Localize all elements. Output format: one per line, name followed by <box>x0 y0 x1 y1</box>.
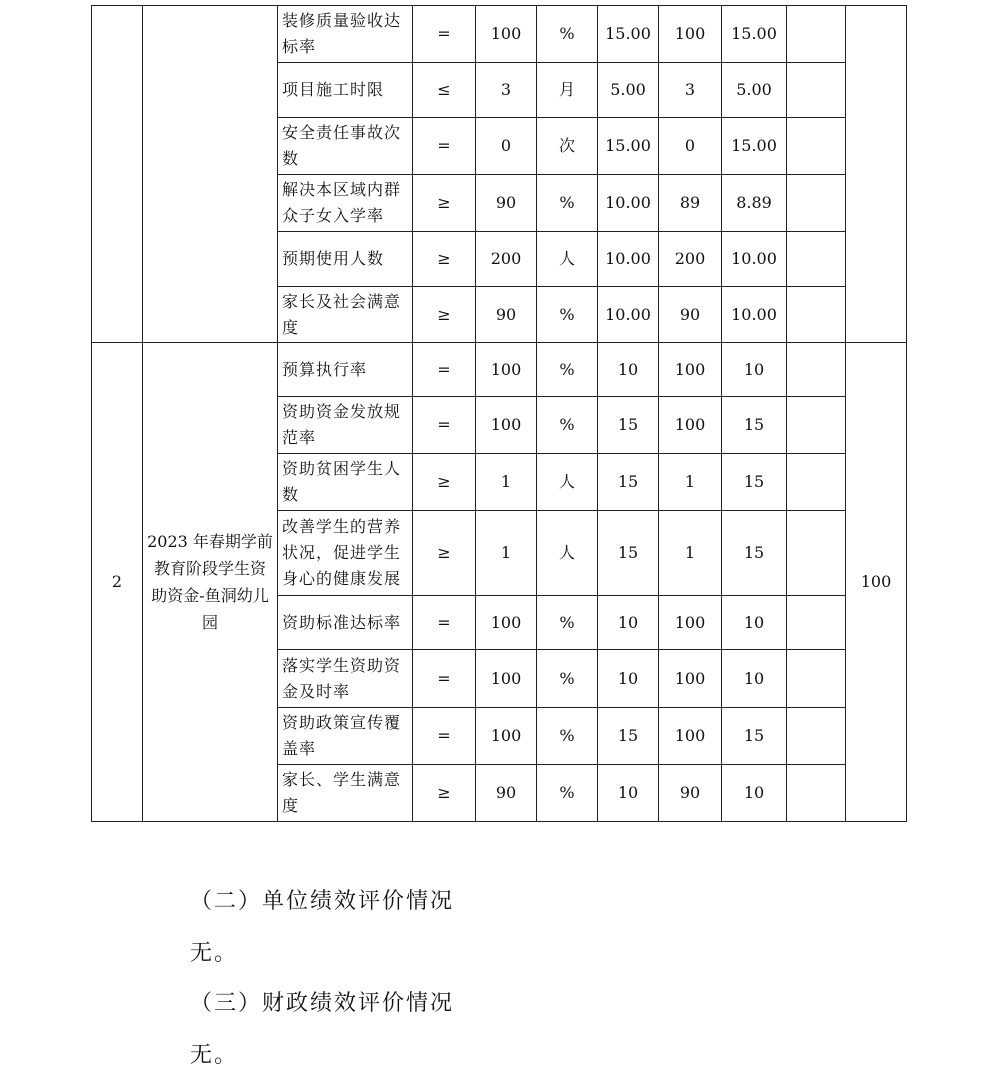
weight: 15 <box>598 708 659 765</box>
actual-value: 200 <box>659 232 722 287</box>
blank-cell <box>787 175 846 232</box>
score: 5.00 <box>722 63 787 118</box>
indicator-name: 家长、学生满意度 <box>278 765 413 822</box>
actual-value: 3 <box>659 63 722 118</box>
weight: 10 <box>598 650 659 708</box>
project-name <box>143 6 278 343</box>
unit: % <box>537 343 598 397</box>
score: 8.89 <box>722 175 787 232</box>
weight: 15.00 <box>598 6 659 63</box>
operator: = <box>413 6 476 63</box>
target-value: 90 <box>476 175 537 232</box>
actual-value: 90 <box>659 765 722 822</box>
section-body: 无。 <box>190 1043 239 1068</box>
project-name: 2023 年春期学前教育阶段学生资助资金-鱼洞幼儿园 <box>143 343 278 822</box>
target-value: 100 <box>476 596 537 650</box>
unit: % <box>537 287 598 343</box>
section-heading: （二）单位绩效评价情况 <box>190 889 455 914</box>
operator: ≥ <box>413 287 476 343</box>
score: 10.00 <box>722 287 787 343</box>
actual-value: 100 <box>659 650 722 708</box>
blank-cell <box>787 63 846 118</box>
weight: 10.00 <box>598 232 659 287</box>
operator: = <box>413 397 476 454</box>
unit: % <box>537 6 598 63</box>
weight: 15.00 <box>598 118 659 175</box>
unit: 人 <box>537 511 598 596</box>
blank-cell <box>787 287 846 343</box>
section-body: 无。 <box>190 941 239 966</box>
unit: 次 <box>537 118 598 175</box>
target-value: 100 <box>476 397 537 454</box>
weight: 10 <box>598 765 659 822</box>
score: 10 <box>722 343 787 397</box>
target-value: 100 <box>476 6 537 63</box>
unit: % <box>537 708 598 765</box>
target-value: 1 <box>476 511 537 596</box>
actual-value: 100 <box>659 343 722 397</box>
actual-value: 100 <box>659 708 722 765</box>
weight: 10 <box>598 343 659 397</box>
indicator-name: 解决本区域内群众子女入学率 <box>278 175 413 232</box>
indicator-name: 预算执行率 <box>278 343 413 397</box>
target-value: 100 <box>476 650 537 708</box>
blank-cell <box>787 596 846 650</box>
actual-value: 0 <box>659 118 722 175</box>
unit: % <box>537 175 598 232</box>
blank-cell <box>787 232 846 287</box>
score: 15 <box>722 454 787 511</box>
operator: ≥ <box>413 232 476 287</box>
blank-cell <box>787 118 846 175</box>
blank-cell <box>787 511 846 596</box>
table-row <box>92 343 907 397</box>
weight: 10.00 <box>598 175 659 232</box>
target-value: 3 <box>476 63 537 118</box>
unit: 人 <box>537 232 598 287</box>
operator: ≥ <box>413 175 476 232</box>
target-value: 90 <box>476 765 537 822</box>
project-no: 2 <box>92 343 143 822</box>
actual-value: 100 <box>659 6 722 63</box>
blank-cell <box>787 765 846 822</box>
actual-value: 89 <box>659 175 722 232</box>
weight: 10.00 <box>598 287 659 343</box>
score: 10 <box>722 650 787 708</box>
score: 10 <box>722 765 787 822</box>
indicator-name: 家长及社会满意度 <box>278 287 413 343</box>
blank-cell <box>787 397 846 454</box>
operator: ≥ <box>413 454 476 511</box>
operator: = <box>413 343 476 397</box>
indicator-name: 装修质量验收达标率 <box>278 6 413 63</box>
score: 15 <box>722 708 787 765</box>
indicator-name: 资助贫困学生人数 <box>278 454 413 511</box>
score: 15 <box>722 397 787 454</box>
indicator-name: 资助标准达标率 <box>278 596 413 650</box>
indicator-name: 预期使用人数 <box>278 232 413 287</box>
blank-cell <box>787 650 846 708</box>
indicator-name: 改善学生的营养状况，促进学生身心的健康发展 <box>278 511 413 596</box>
operator: = <box>413 708 476 765</box>
blank-cell <box>787 708 846 765</box>
target-value: 90 <box>476 287 537 343</box>
indicator-name: 安全责任事故次数 <box>278 118 413 175</box>
table-body <box>92 6 907 822</box>
actual-value: 100 <box>659 596 722 650</box>
project-no <box>92 6 143 343</box>
unit: % <box>537 650 598 708</box>
score: 15.00 <box>722 118 787 175</box>
unit: % <box>537 397 598 454</box>
weight: 15 <box>598 511 659 596</box>
operator: = <box>413 650 476 708</box>
indicator-name: 落实学生资助资金及时率 <box>278 650 413 708</box>
score: 15 <box>722 511 787 596</box>
actual-value: 1 <box>659 454 722 511</box>
total-score <box>846 6 907 343</box>
performance-table <box>91 5 907 822</box>
operator: ≥ <box>413 511 476 596</box>
weight: 10 <box>598 596 659 650</box>
blank-cell <box>787 454 846 511</box>
unit: % <box>537 596 598 650</box>
blank-cell <box>787 343 846 397</box>
score: 10 <box>722 596 787 650</box>
operator: = <box>413 596 476 650</box>
unit: % <box>537 765 598 822</box>
section-heading: （三）财政绩效评价情况 <box>190 991 455 1016</box>
target-value: 100 <box>476 343 537 397</box>
actual-value: 1 <box>659 511 722 596</box>
unit: 月 <box>537 63 598 118</box>
operator: ≤ <box>413 63 476 118</box>
indicator-name: 资助政策宣传覆盖率 <box>278 708 413 765</box>
score: 15.00 <box>722 6 787 63</box>
total-score: 100 <box>846 343 907 822</box>
weight: 5.00 <box>598 63 659 118</box>
target-value: 100 <box>476 708 537 765</box>
weight: 15 <box>598 454 659 511</box>
weight: 15 <box>598 397 659 454</box>
score: 10.00 <box>722 232 787 287</box>
actual-value: 90 <box>659 287 722 343</box>
target-value: 0 <box>476 118 537 175</box>
operator: = <box>413 118 476 175</box>
unit: 人 <box>537 454 598 511</box>
indicator-name: 资助资金发放规范率 <box>278 397 413 454</box>
target-value: 1 <box>476 454 537 511</box>
target-value: 200 <box>476 232 537 287</box>
operator: ≥ <box>413 765 476 822</box>
actual-value: 100 <box>659 397 722 454</box>
blank-cell <box>787 6 846 63</box>
indicator-name: 项目施工时限 <box>278 63 413 118</box>
table-row <box>92 6 907 63</box>
